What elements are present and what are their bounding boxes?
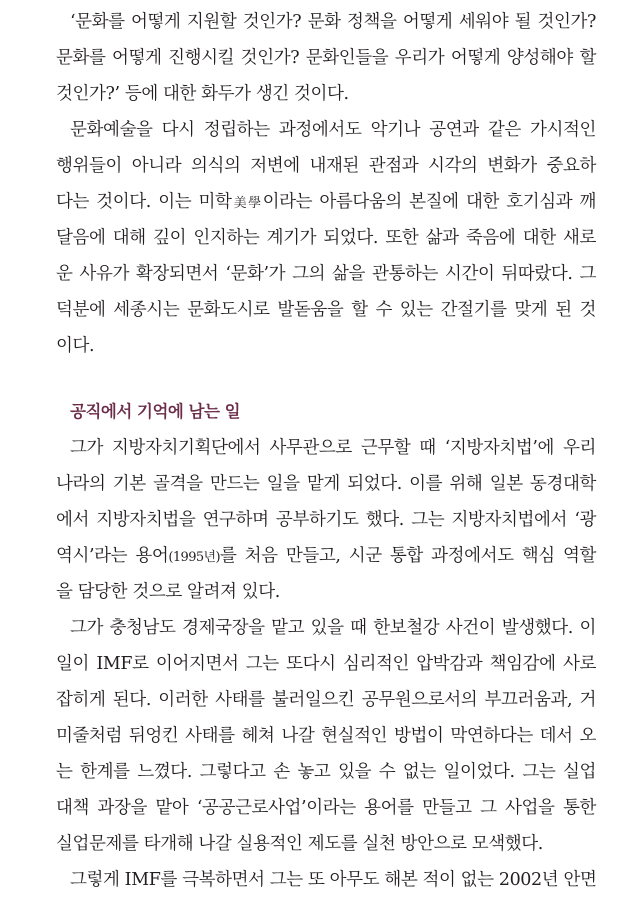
paragraph: [56, 112, 596, 364]
text-line: 이다.: [56, 336, 95, 356]
text-fragment: 역시’라는 용어: [56, 546, 169, 566]
text-line: 잡히게 된다. 이러한 사태를 불러일으킨 공무원으로서의 부끄러움과, 거: [56, 690, 596, 710]
text-line: 대책 과장을 맡아 ‘공공근로사업’이라는 용어를 만들고 그 사업을 통한: [56, 798, 596, 818]
text-line: 에서 지방자치법을 연구하며 공부하기도 했다. 그는 지방자치법에서 ‘광: [56, 510, 596, 530]
text-line: 그가 지방자치기획단에서 사무관으로 근무할 때 ‘지방자치법’에 우리: [70, 438, 596, 458]
hanja-annotation: 美學: [231, 196, 263, 211]
section-heading: 공직에서 기억에 남는 일: [70, 402, 241, 421]
text-line: 덕분에 세종시는 문화도시로 발돋움을 할 수 있는 간절기를 맞게 된 것: [56, 300, 596, 320]
text-line: [56, 184, 596, 220]
text-line: 것인가?’ 등에 대한 화두가 생긴 것이다.: [56, 84, 349, 104]
text-line: 문화예술을 다시 정립하는 과정에서도 악기나 공연과 같은 가시적인: [70, 120, 596, 140]
text-fragment: 이라는 아름다움의 본질에 대한 호기심과 깨: [262, 192, 597, 212]
text-line: 실업문제를 타개해 나갈 실용적인 제도를 실천 방안으로 모색했다.: [56, 834, 543, 854]
paragraph: [56, 430, 596, 610]
paragraph: [56, 4, 596, 112]
text-line: 그가 충청남도 경제국장을 맡고 있을 때 한보철강 사건이 발생했다. 이: [70, 618, 596, 638]
text-line: [56, 538, 596, 574]
paragraph: [56, 610, 596, 862]
text-line: 미줄처럼 뒤엉킨 사태를 헤쳐 나갈 현실적인 방법이 막연하다는 데서 오: [56, 726, 596, 746]
text-line: 그렇게 IMF를 극복하면서 그는 또 아무도 해본 적이 없는 2002년 안면: [70, 870, 597, 890]
text-line: 운 사유가 확장되면서 ‘문화’가 그의 삶을 관통하는 시간이 뒤따랐다. 그: [56, 264, 596, 284]
text-line: ‘문화를 어떻게 지원할 것인가? 문화 정책을 어떻게 세워야 될 것인가?: [70, 12, 596, 32]
text-fragment: 다는 것이다. 이는 미학: [56, 192, 232, 212]
year-annotation: (1995년): [168, 550, 220, 565]
text-line: 일이 IMF로 이어지면서 그는 또다시 심리적인 압박감과 책임감에 사로: [56, 654, 596, 674]
text-line: 달음에 대해 깊이 인지하는 계기가 되었다. 또한 삶과 죽음에 대한 새로: [56, 228, 596, 248]
text-line: 을 담당한 것으로 알려져 있다.: [56, 582, 280, 602]
paragraph: [56, 862, 596, 898]
text-line: 나라의 기본 골격을 만드는 일을 맡게 되었다. 이를 위해 일본 동경대학: [56, 474, 596, 494]
document-page: [56, 4, 596, 898]
text-line: 는 한계를 느꼈다. 그렇다고 손 놓고 있을 수 없는 일이었다. 그는 실업: [56, 762, 596, 782]
text-fragment: 를 처음 만들고, 시군 통합 과정에서도 핵심 역할: [219, 546, 596, 566]
text-line: 행위들이 아니라 의식의 저변에 내재된 관점과 시각의 변화가 중요하: [56, 156, 596, 176]
text-line: 문화를 어떻게 진행시킬 것인가? 문화인들을 우리가 어떻게 양성해야 할: [56, 48, 596, 68]
